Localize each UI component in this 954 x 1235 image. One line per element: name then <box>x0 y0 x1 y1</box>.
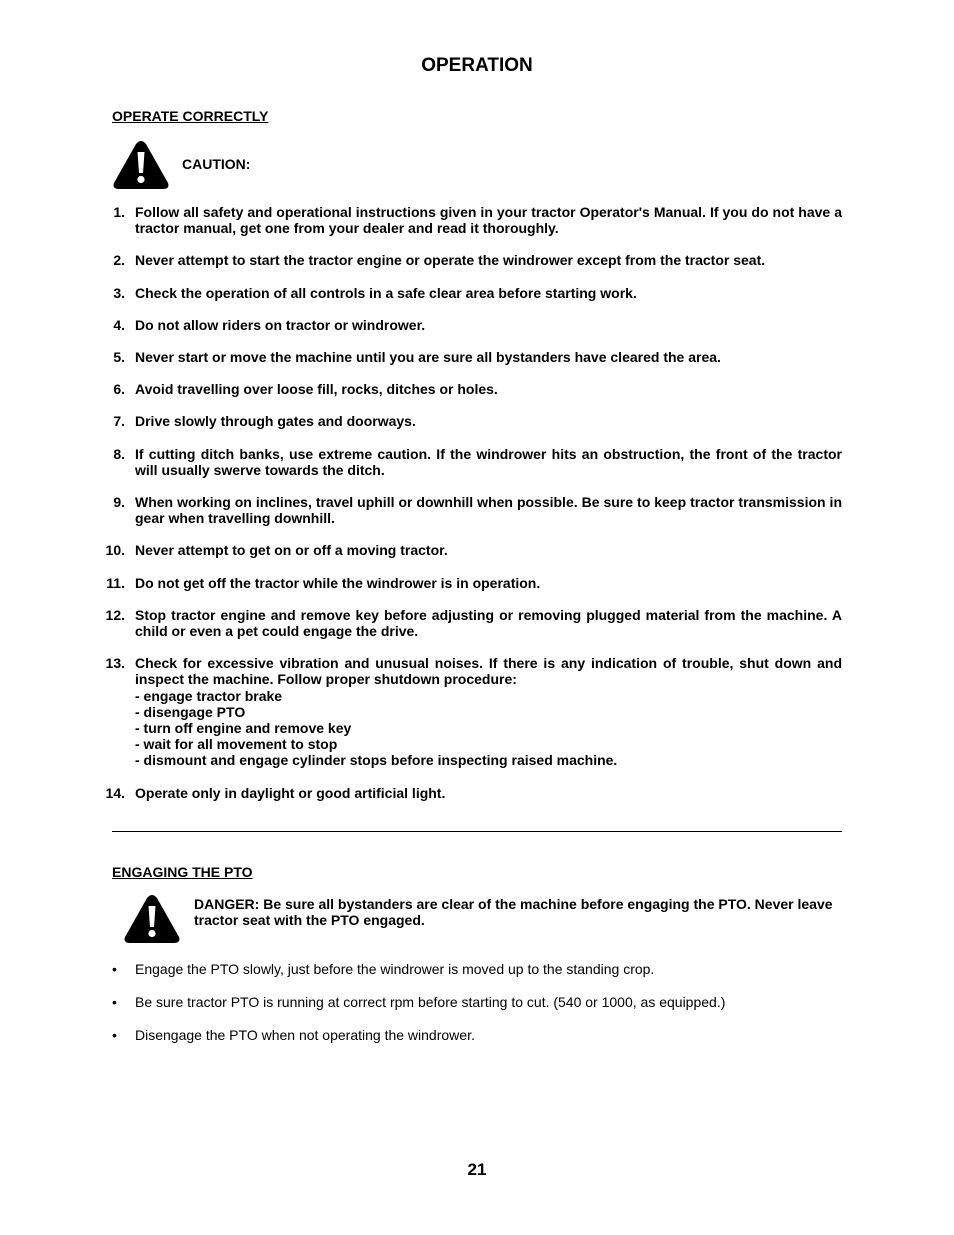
list-item: 2. Never attempt to start the tractor engine or operate the windrower except from the tractor seat. <box>113 252 766 269</box>
list-item: 9. When working on inclines, travel uphill or downhill when possible. Be sure to keep tractor transmission in gear when travelling downhill. <box>113 494 842 527</box>
shutdown-step: - wait for all movement to stop <box>135 736 338 753</box>
list-item: 12. Stop tractor engine and remove key before adjusting or removing plugged material from the machine. A child or even a pet could engage the drive. <box>105 606 842 640</box>
list-item: • Disengage the PTO when not operating the windrower. <box>112 1027 475 1043</box>
list-item: 13. Check for excessive vibration and unusual noises. If there is any indication of trouble, shut down and inspect the machine. Follow proper shutdown procedure: - engage tractor brake - disengage PTO - turn off engine and remove key - wait for all movement to stop - dismount and engage cylinder stops before inspecting raised machine. <box>105 655 842 769</box>
list-item: 7. Drive slowly through gates and doorways. <box>113 413 416 430</box>
shutdown-procedure-list <box>135 688 842 769</box>
section-heading-engaging-pto: ENGAGING THE PTO <box>112 864 253 880</box>
list-item: 1. Follow all safety and operational instructions given in your tractor Operator's Manual. If you do not have a tractor manual, get one from your dealer and read it thoroughly. <box>113 204 842 237</box>
danger-warning-icon <box>123 894 181 944</box>
list-item: 3. Check the operation of all controls in a safe clear area before starting work. <box>113 284 637 301</box>
pto-bullet-list <box>112 961 842 1060</box>
page-title: OPERATION <box>421 55 533 76</box>
operate-correctly-list <box>100 204 842 817</box>
list-item: 11. Do not get off the tractor while the windrower is in operation. <box>106 574 541 591</box>
caution-warning-icon <box>112 140 170 190</box>
shutdown-step: - disengage PTO <box>135 703 246 720</box>
bullet-icon: • <box>112 961 117 977</box>
list-item: 5. Never start or move the machine until you are sure all bystanders have cleared the area. <box>113 349 721 366</box>
caution-label: CAUTION: <box>182 156 251 172</box>
section-divider <box>112 831 842 832</box>
shutdown-step: - engage tractor brake <box>135 687 283 704</box>
list-item: • Be sure tractor PTO is running at correct rpm before starting to cut. (540 or 1000, as equipped.) <box>112 994 726 1010</box>
danger-message: DANGER: Be sure all bystanders are clear of the machine before engaging the PTO. Never leave tractor seat with the PTO engaged. <box>194 896 833 929</box>
bullet-icon: • <box>112 994 117 1010</box>
list-item: 6. Avoid travelling over loose fill, rocks, ditches or holes. <box>113 381 498 398</box>
shutdown-step: - turn off engine and remove key <box>135 720 352 737</box>
list-item: 4. Do not allow riders on tractor or windrower. <box>113 316 426 333</box>
shutdown-step: - dismount and engage cylinder stops before inspecting raised machine. <box>135 752 618 769</box>
list-item: 10. Never attempt to get on or off a moving tractor. <box>105 542 448 559</box>
section-heading-operate-correctly: OPERATE CORRECTLY <box>112 108 269 124</box>
page-number: 21 <box>467 1160 487 1179</box>
list-item: 8. If cutting ditch banks, use extreme caution. If the windrower hits an obstruction, the front of the tractor will usually swerve towards the ditch. <box>113 445 842 478</box>
bullet-icon: • <box>112 1027 117 1043</box>
list-item: • Engage the PTO slowly, just before the windrower is moved up to the standing crop. <box>112 961 655 977</box>
list-item: 14. Operate only in daylight or good artificial light. <box>105 784 446 801</box>
